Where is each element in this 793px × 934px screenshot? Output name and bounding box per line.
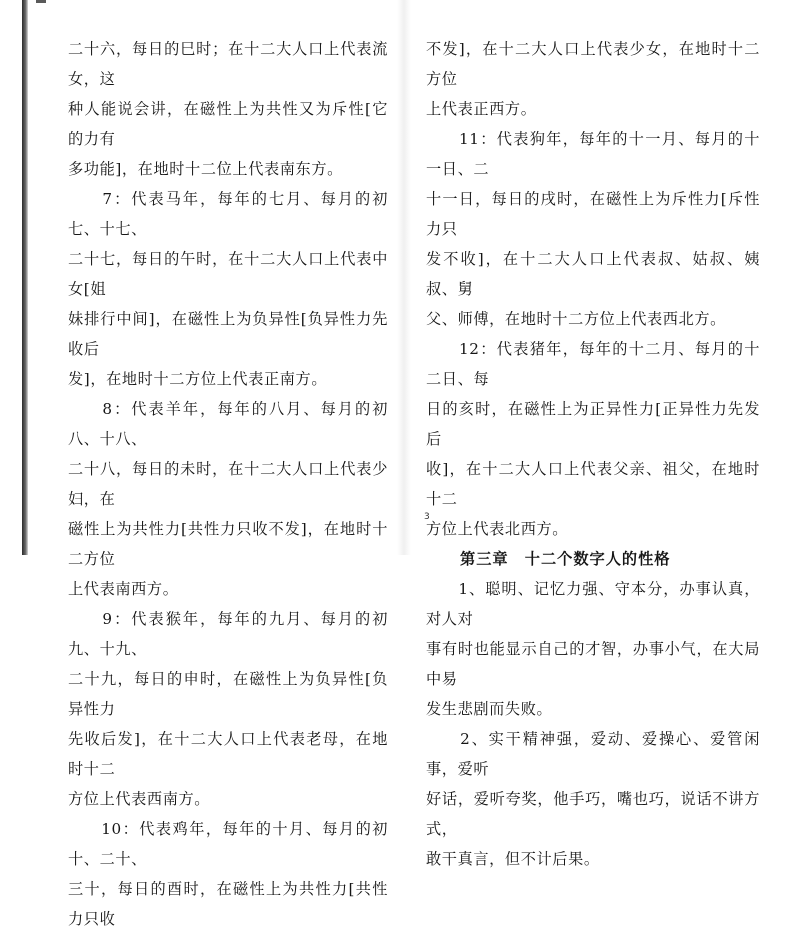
page-edge-mark [36, 0, 46, 3]
paragraph-continuation-10: 不发]，在十二大人口上代表少女，在地时十二方位 上代表正西方。 [426, 40, 760, 118]
paragraph-12-pig: 12：代表猪年，每年的十二月、每月的十二日、每 日的亥时，在磁性上为正异性力[正异性力先发后 收]，在十二大人口上代表父亲、祖父，在地时十二 方位上代表北西方。 [426, 340, 760, 538]
left-column [68, 34, 388, 934]
paragraph-10-rooster: 10：代表鸡年，每年的十月、每月的初十、二十、 三十，每日的酉时，在磁性上为共性力[共性力只收 [68, 820, 388, 928]
chapter-heading: 第三章 十二个数字人的性格 [460, 550, 671, 568]
right-column [426, 34, 760, 874]
trait-paragraph-1: 1、聪明、记忆力强、守本分，办事认真，对人对 事有时也能显示自己的才智，办事小气，在大局中易 发生悲剧而失败。 [426, 580, 760, 718]
book-gutter [397, 0, 411, 555]
trait-paragraph-2: 2、实干精神强，爱动、爱操心、爱管闲事，爱听 好话，爱听夸奖，他手巧，嘴也巧，说话不讲方式， 敢干真言，但不计后果。 [426, 730, 760, 868]
paragraph-8-goat: 8：代表羊年，每年的八月、每月的初八、十八、 二十八，每日的未时，在十二大人口上代表少妇，在 磁性上为共性力[共性力只收不发]，在地时十二方位 上代表南西方。 [68, 400, 388, 598]
paragraph-7-horse: 7：代表马年，每年的七月、每月的初七、十七、 二十七，每日的午时，在十二大人口上代表中女[姐 妹排行中间]，在磁性上为负异性[负异性力先收后 发]，在地时十二方位上代表正南方。 [68, 190, 388, 388]
page-number: 3 [424, 512, 430, 522]
page-edge-shadow [22, 0, 28, 555]
paragraph-9-monkey: 9：代表猴年，每年的九月、每月的初九、十九、 二十九，每日的申时，在磁性上为负异性[负异性力 先收后发]，在十二大人口上代表老母，在地时十二 方位上代表西南方。 [68, 610, 388, 808]
paragraph-continuation-6: 二十六，每日的巳时；在十二大人口上代表流女，这 种人能说会讲，在磁性上为共性又为斥性[它的力有 多功能]，在地时十二位上代表南东方。 [68, 40, 388, 178]
paragraph-11-dog: 11：代表狗年，每年的十一月、每月的十一日、二 十一日，每日的戌时，在磁性上为斥性力[斥性力只 发不收]，在十二大人口上代表叔、姑叔、姨叔、舅 父、师傅，在地时十二方位上代表西北方。 [426, 130, 760, 328]
